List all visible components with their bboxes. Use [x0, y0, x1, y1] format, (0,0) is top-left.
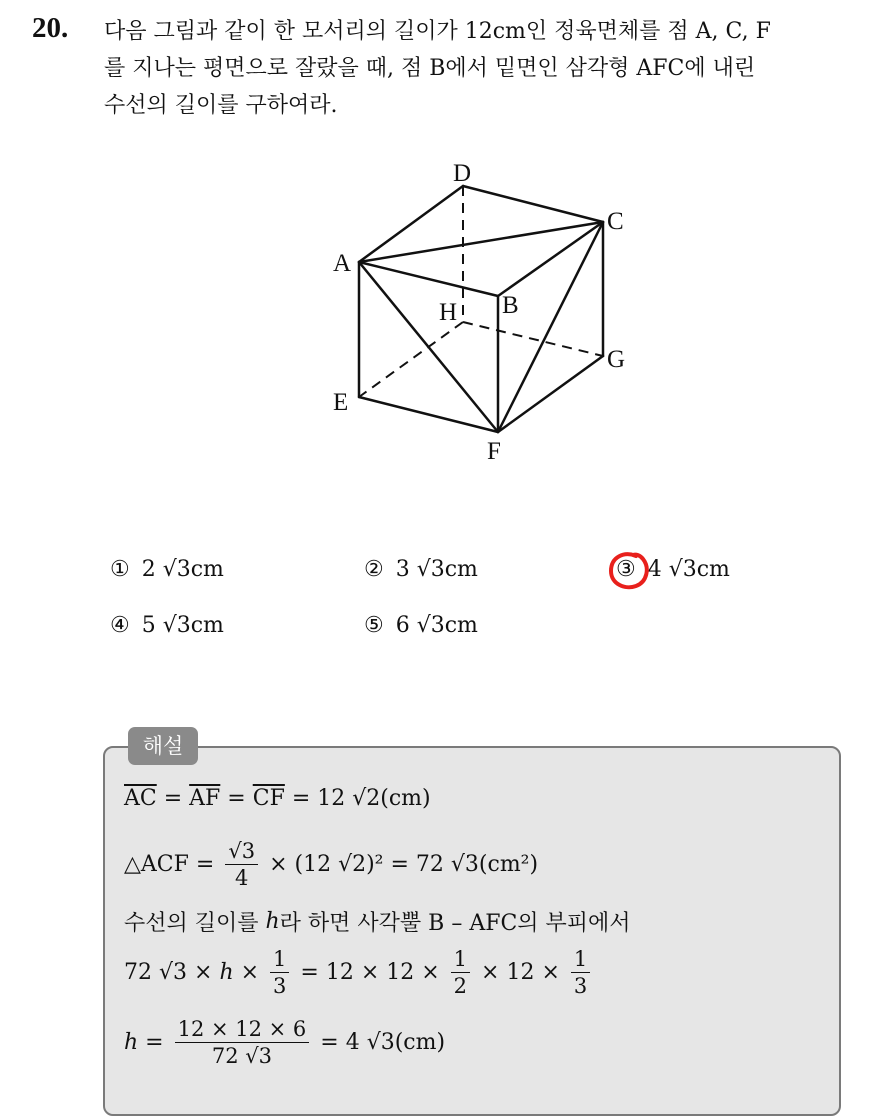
- triangle-area-lhs: △ACF =: [124, 852, 222, 877]
- text: 수선의 길이를: [124, 911, 266, 936]
- vertex-label-h: H: [439, 299, 458, 326]
- choice-3-text: 4 √3cm: [647, 557, 730, 582]
- choice-5[interactable]: [364, 613, 478, 638]
- segment-af: $\overline{AF}$: [189, 786, 221, 811]
- edge-fg: [498, 356, 603, 432]
- fraction: [225, 838, 258, 891]
- variable-h: h: [124, 1030, 139, 1055]
- choice-4-number: ④: [110, 613, 130, 638]
- fraction: [451, 946, 470, 999]
- triangle-area-rhs: × (12 √2)² = 72 √3(cm²): [262, 852, 539, 877]
- solution-line-1: [124, 786, 431, 811]
- variable-h: h: [219, 960, 234, 985]
- fraction-numerator: √3: [225, 838, 258, 865]
- solution-line-3: [124, 906, 631, 937]
- text: 라 하면 사각뿔 B – AFC의 부피에서: [279, 911, 631, 936]
- fraction-numerator: 1: [451, 946, 470, 973]
- equals: =: [220, 786, 253, 811]
- fraction-numerator: 1: [270, 946, 289, 973]
- question-line-3: 수선의 길이를 구하여라.: [104, 93, 338, 118]
- edge-ac: [359, 222, 603, 262]
- fraction-denominator: 3: [273, 974, 287, 998]
- segment-cf: $\overline{CF}$: [252, 786, 285, 811]
- vertex-label-f: F: [487, 438, 501, 465]
- vertex-label-b: B: [502, 292, 519, 319]
- choice-2-text: 3 √3cm: [395, 557, 478, 582]
- choice-4[interactable]: [110, 613, 224, 638]
- solution-line-2: [124, 838, 538, 891]
- equals: =: [138, 1030, 171, 1055]
- solution-line-4: [124, 946, 594, 999]
- choice-1-number: ①: [110, 557, 130, 582]
- question-line-2: 를 지나는 평면으로 잘랐을 때, 점 B에서 밑면인 삼각형 AFC에 내린: [104, 56, 756, 81]
- choice-1-text: 2 √3cm: [141, 557, 224, 582]
- choice-3[interactable]: [616, 557, 730, 582]
- fraction-denominator: 4: [235, 866, 249, 890]
- choice-2-number: ②: [364, 557, 384, 582]
- vertex-label-d: D: [453, 160, 472, 187]
- cube-figure: [300, 150, 660, 470]
- answer-value: = 4 √3(cm): [313, 1030, 446, 1055]
- text: × 12 ×: [474, 960, 567, 985]
- question-text: [104, 13, 872, 124]
- choice-4-text: 5 √3cm: [141, 613, 224, 638]
- solution-line-5: [124, 1016, 445, 1069]
- question-line-1: 다음 그림과 같이 한 모서리의 길이가 12cm인 정육면체를 점 A, C, F: [104, 19, 771, 44]
- fraction-numerator: 12 × 12 × 6: [175, 1016, 310, 1043]
- fraction-denominator: 2: [453, 974, 468, 998]
- segment-ac: $\overline{AC}$: [124, 786, 157, 811]
- answer-circle-mark: [606, 550, 652, 592]
- vertex-label-g: G: [607, 346, 626, 373]
- hidden-edge-hg: [463, 322, 603, 356]
- vertex-label-e: E: [333, 389, 349, 416]
- edge-ef: [359, 397, 498, 432]
- question-number: 20.: [32, 12, 69, 44]
- fraction: [270, 946, 289, 999]
- fraction-denominator: 72 √3: [211, 1044, 273, 1068]
- equals: =: [156, 786, 190, 811]
- solution-tab: 해설: [128, 727, 198, 765]
- choice-2[interactable]: [364, 557, 478, 582]
- fraction-numerator: 1: [571, 946, 590, 973]
- edge-cb: [498, 222, 603, 296]
- text: ×: [233, 960, 267, 985]
- edge-ad: [359, 186, 463, 262]
- fraction: [175, 1016, 310, 1069]
- vertex-label-c: C: [607, 208, 624, 235]
- text: 72 √3 ×: [124, 960, 220, 985]
- edge-cf: [498, 222, 603, 432]
- choice-3-number: [616, 557, 636, 582]
- text: = 12 × 12 ×: [293, 960, 447, 985]
- hidden-edge-he: [359, 322, 463, 397]
- choice-3-numeral: ③: [616, 557, 636, 582]
- vertex-label-a: A: [333, 250, 352, 277]
- edge-ba: [359, 262, 498, 296]
- fraction-denominator: 3: [573, 974, 588, 998]
- segment-length: = 12 √2(cm): [284, 786, 431, 811]
- choice-5-text: 6 √3cm: [395, 613, 478, 638]
- fraction: [571, 946, 590, 999]
- choice-5-number: ⑤: [364, 613, 384, 638]
- variable-h: h: [265, 909, 280, 934]
- choice-1[interactable]: [110, 557, 224, 582]
- edge-dc: [463, 186, 603, 222]
